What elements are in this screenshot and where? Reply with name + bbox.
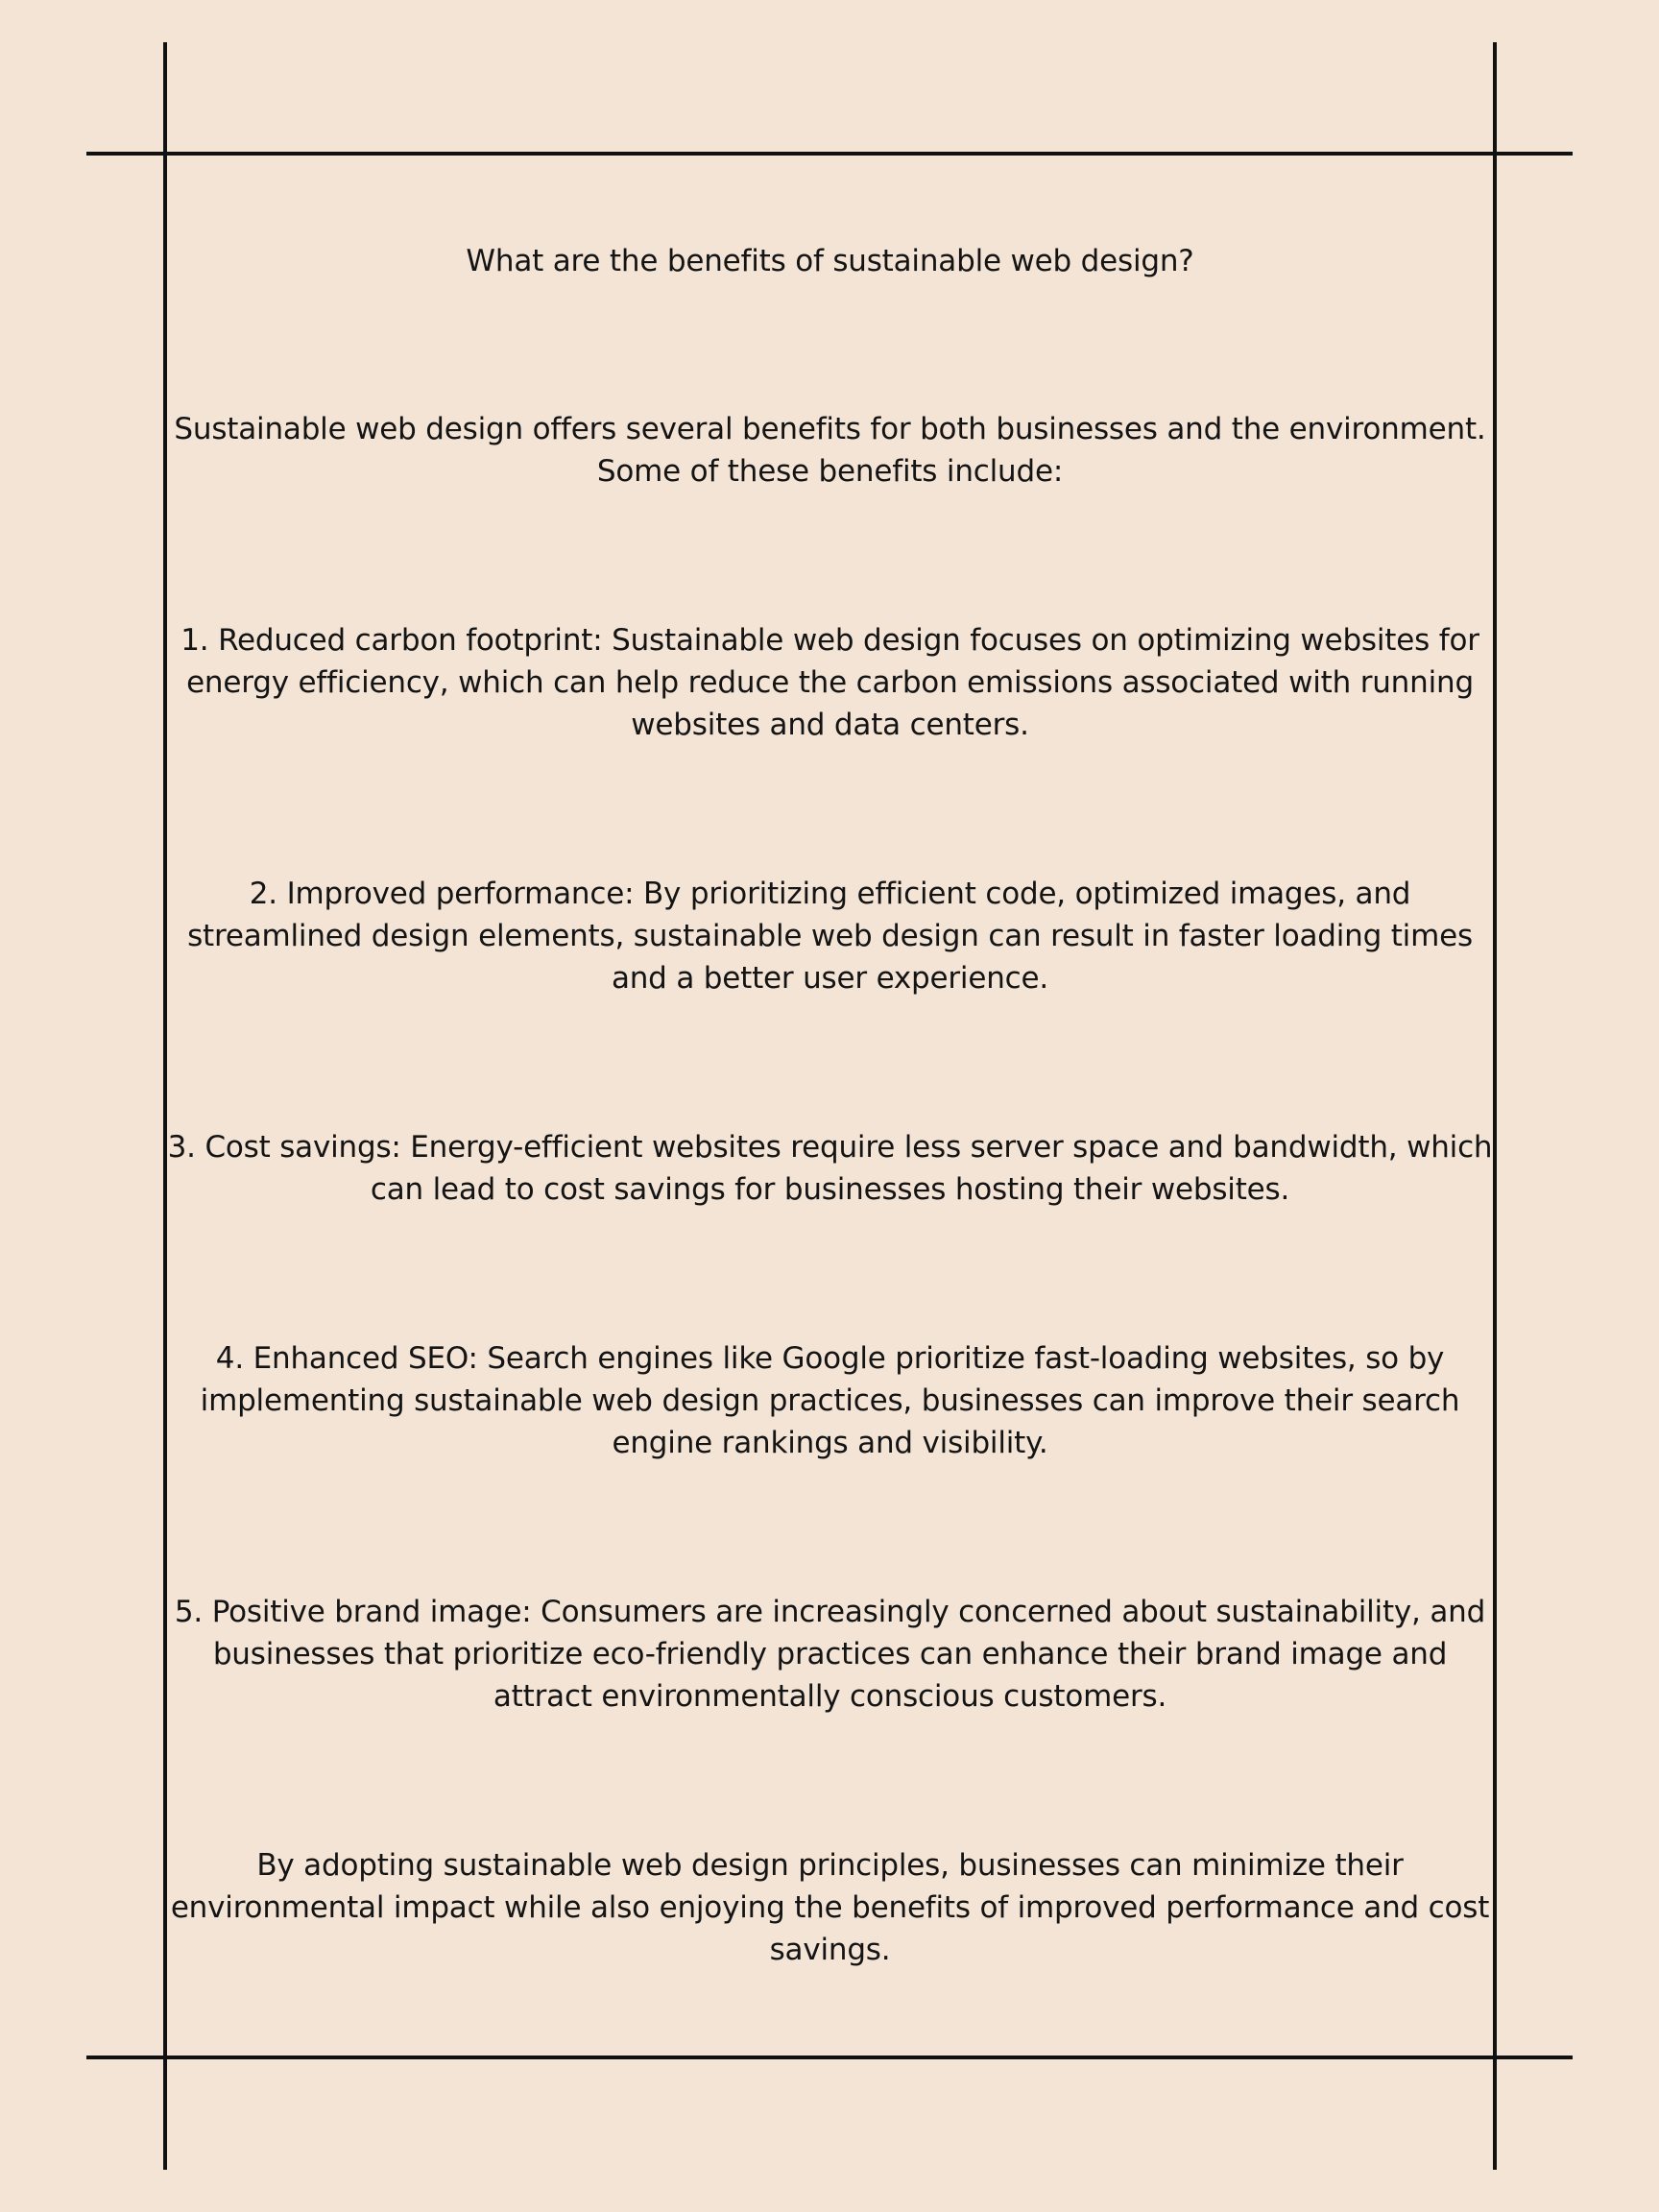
conclusion-paragraph: By adopting sustainable web design principles, businesses can minimize their environmental impact while also enjoying the benefits of improved performance and cost savings. bbox=[170, 1848, 1490, 1967]
frame-line-right bbox=[1493, 42, 1497, 2170]
frame-line-top bbox=[86, 152, 1573, 156]
benefit-item-4: 4. Enhanced SEO: Search engines like Google prioritize fast-loading websites, so by implementing sustainable web design practices, businesses can improve their search engine rankings and visibility. bbox=[200, 1341, 1460, 1460]
benefit-item-3: 3. Cost savings: Energy-efficient websites require less server space and bandwidth, which can lead to cost savings for businesses hosting their websites. bbox=[167, 1130, 1493, 1207]
page-title: What are the benefits of sustainable web design? bbox=[466, 244, 1194, 278]
benefit-item-2: 2. Improved performance: By prioritizing efficient code, optimized images, and streamlined design elements, sustainable web design can result in faster loading times and a better user experience. bbox=[187, 877, 1473, 996]
intro-paragraph: Sustainable web design offers several benefits for both businesses and the environment. Some of these benefits include: bbox=[174, 412, 1486, 489]
frame-line-bottom bbox=[86, 2056, 1573, 2059]
benefit-item-5: 5. Positive brand image: Consumers are increasingly concerned about sustainability, and businesses that prioritize eco-friendly practices can enhance their brand image and attract environmentally conscious customers. bbox=[174, 1595, 1486, 1714]
benefit-item-1: 1. Reduced carbon footprint: Sustainable web design focuses on optimizing websites for energy efficiency, which can help reduce the carbon emissions associated with running websites and data centers. bbox=[180, 623, 1479, 742]
